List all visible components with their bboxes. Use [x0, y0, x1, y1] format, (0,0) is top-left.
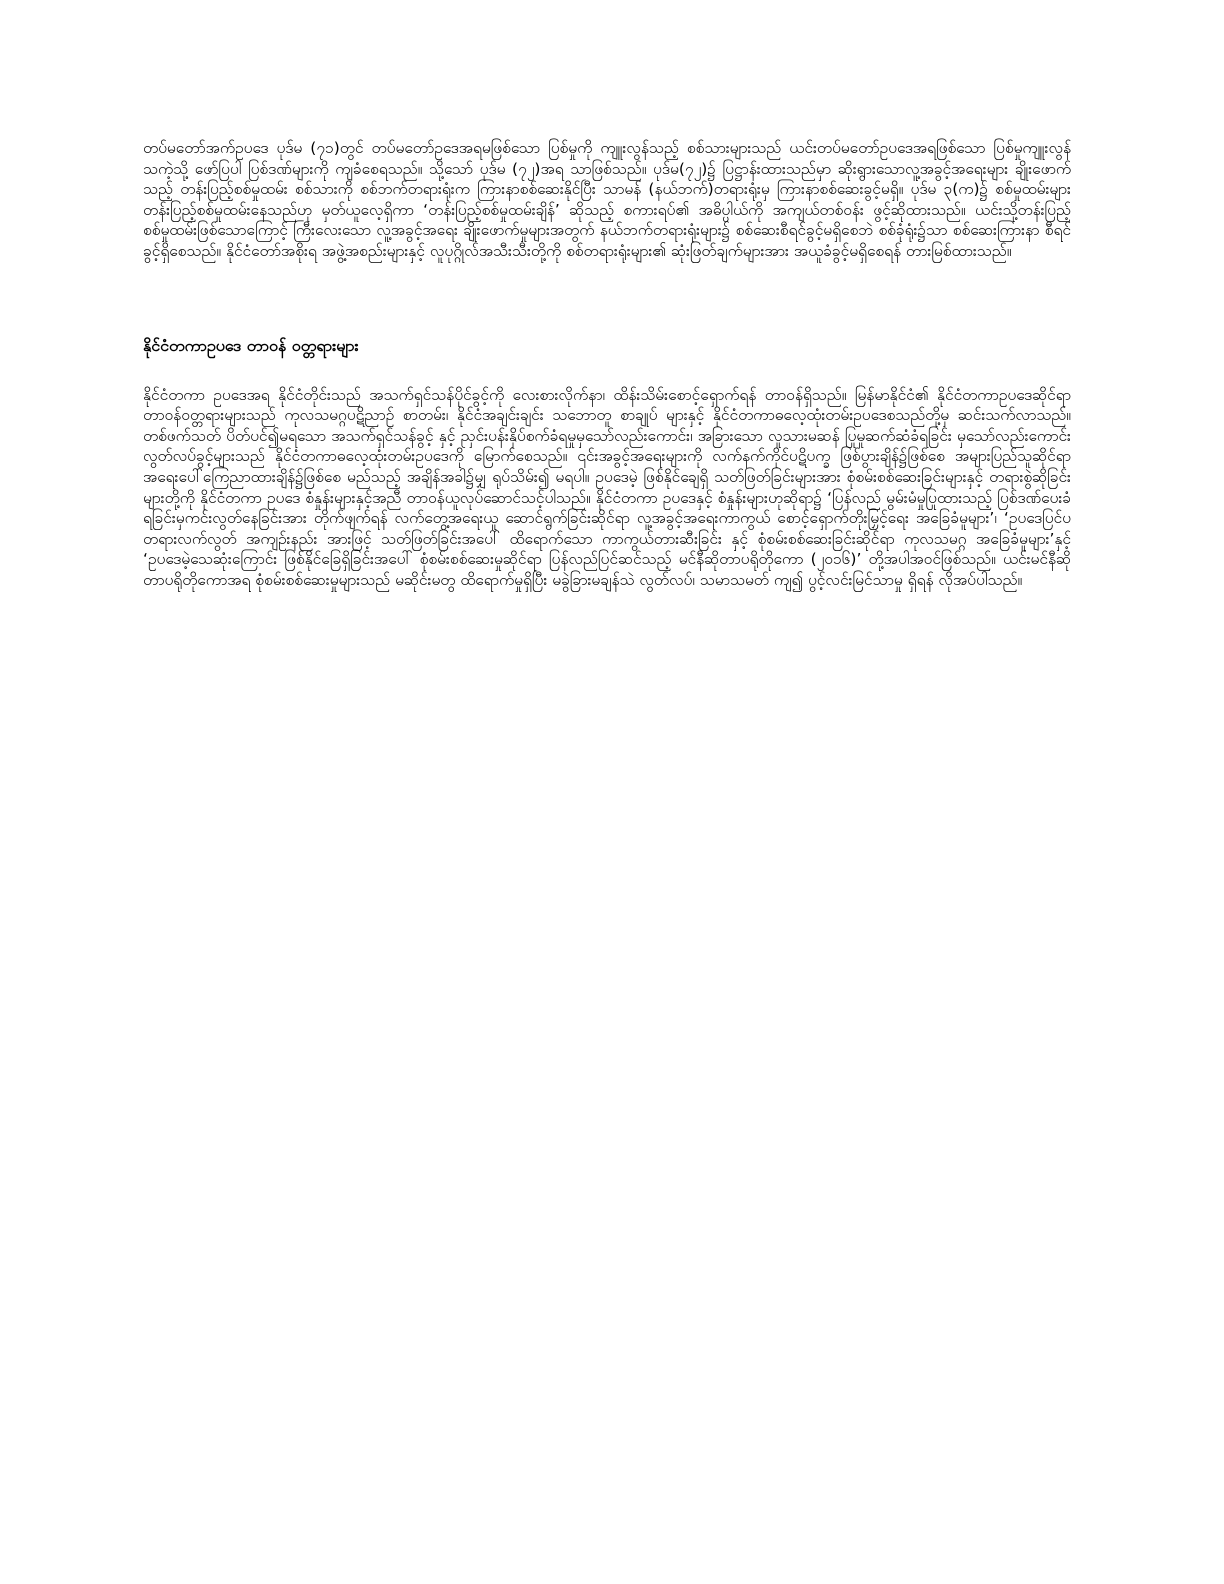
- section-heading-international-law: နိုင်ငံတကာဥပဒေ တာဝန် ဝတ္တရားများ: [143, 335, 359, 355]
- paragraph-military-law: တပ်မတော်အက်ဥပဒေ ပုဒ်မ (၇၁)တွင် တပ်မတော်ဥဒေအရမဖြစ်သော ပြစ်မှုကို ကျူးလွန်သည့် စစ်သားများသည် ယင်းတပ်မတော်ဥပဒေအရဖြစ်သော ပြစ်မှုကျူးလွန်သကဲ့သို့ ဖော်ပြပါ ပြစ်ဒဏ်များကို ကျခံစေရသည်။ သို့သော် ပုဒ်မ (၇၂)အရ သာဖြစ်သည်။ ပုဒ်မ(၇၂)၌ ပြဋ္ဌာန်းထားသည်မှာ ဆိုးရွားသောလူ့အခွင့်အရေးများ ချိုးဖောက်သည့် တန်းပြည့်စစ်မှုထမ်း စစ်သားကို စစ်ဘက်တရားရုံးက ကြားနာစစ်ဆေးနိုင်ပြီး သာမန် (နယ်ဘက်)တရားရုံးမှ ကြားနာစစ်ဆေးခွင့်မရှိ။ ပုဒ်မ ၃(က)၌ စစ်မှုထမ်းများ တန်းပြည့်စစ်မှုထမ်းနေသည်ဟု မှတ်ယူလေ့ရှိကာ ‘တန်းပြည့်စစ်မှုထမ်းချိန်’ ဆိုသည့် စကားရပ်၏ အဓိပ္ပါယ်ကို အကျယ်တစ်ဝန်း ဖွင့်ဆိုထားသည်။ ယင်းသို့တန်းပြည့်စစ်မှုထမ်းဖြစ်သောကြောင့် ကြီးလေးသော လူ့အခွင့်အရေး ချိုးဖောက်မှုများအတွက် နယ်ဘက်တရားရုံးများ၌ စစ်ဆေးစီရင်ခွင့်မရှိစေဘဲ စစ်ခုံရုံး၌သာ စစ်ဆေးကြားနာ စီရင်ခွင့်ရှိစေသည်။ နိုင်ငံတော်အစိုးရ အဖွဲ့အစည်းများနှင့် လူပုဂ္ဂိုလ်အသီးသီးတို့ကို စစ်တရားရုံးများ၏ ဆုံးဖြတ်ချက်များအား အယူခံခွင့်မရှိစေရန် တားမြစ်ထားသည်။: [143, 139, 1071, 260]
- document-body: [143, 138, 1071, 591]
- paragraph-international-obligations: နိုင်ငံတကာ ဥပဒေအရ နိုင်ငံတိုင်းသည် အသက်ရှင်သန်ပိုင်ခွင့်ကို လေးစားလိုက်နာ၊ ထိန်းသိမ်းစောင့်ရှောက်ရန် တာဝန်ရှိသည်။ မြန်မာနိုင်ငံ၏ နိုင်ငံတကာဥပဒေဆိုင်ရာ တာဝန်ဝတ္တရားများသည် ကုလသမဂ္ဂပဋိညာဉ် စာတမ်း၊ နိုင်ငံအချင်းချင်း သဘောတူ စာချုပ် များနှင့် နိုင်ငံတကာဓလေ့ထုံးတမ်းဥပဒေစသည်တို့မှ ဆင်းသက်လာသည်။ တစ်ဖက်သတ် ပိတ်ပင်၍မရသော အသက်ရှင်သန်ခွင့် နှင့် ညှင်းပန်းနှိပ်စက်ခံရမှုမှသော်လည်းကောင်း၊ အခြားသော လူသားမဆန် ပြုမူဆက်ဆံခံရခြင်း မှသော်လည်းကောင်း လွတ်လပ်ခွင့်များသည် နိုင်ငံတကာဓလေ့ထုံးတမ်းဥပဒေကို မြောက်စေသည်။ ၎င်းအခွင့်အရေးများကို လက်နက်ကိုင်ပဋိပက္ခ ဖြစ်ပွားချိန်၌ဖြစ်စေ အများပြည်သူဆိုင်ရာ အရေးပေါ်ကြေညာထားချိန်၌ဖြစ်စေ မည်သည့် အချိန်အခါ၌မျှ ရုပ်သိမ်း၍ မရပါ။ ဥပဒေမဲ့ ဖြစ်နိုင်ချေရှိ သတ်ဖြတ်ခြင်းများအား စုံစမ်းစစ်ဆေးခြင်းများနှင့် တရားစွဲဆိုခြင်းများတို့ကို နိုင်ငံတကာ ဥပဒေ စံနှုန်းများနှင့်အညီ တာဝန်ယူလုပ်ဆောင်သင့်ပါသည်။ နိုင်ငံတကာ ဥပဒေနှင့် စံနှုန်းများဟုဆိုရာ၌ ‘ပြန်လည် မွမ်းမံမှုပြုထားသည့် ပြစ်ဒဏ်ပေးခံရခြင်းမှကင်းလွတ်နေခြင်းအား တိုက်ဖျက်ရန် လက်တွေ့အရေးယူ ဆောင်ရွက်ခြင်းဆိုင်ရာ လူ့အခွင့်အရေးကာကွယ် စောင့်ရှောက်တိုးမြှင့်ရေး အခြေခံမူများ’၊ ‘ဥပဒေပြင်ပ တရားလက်လွတ် အကျဉ်းနည်း အားဖြင့် သတ်ဖြတ်ခြင်းအပေါ် ထိရောက်သော ကာကွယ်တားဆီးခြင်း နှင့် စုံစမ်းစစ်ဆေးခြင်းဆိုင်ရာ ကုလသမဂ္ဂ အခြေခံမူများ’နှင့် ‘ဥပဒေမဲ့သေဆုံးကြောင်း ဖြစ်နိုင်ခြေရှိခြင်းအပေါ် စုံစမ်းစစ်ဆေးမှုဆိုင်ရာ ပြန်လည်ပြင်ဆင်သည့် မင်နီဆိုတာပရိုတိုကော (၂၀၁၆)’ တို့အပါအဝင်ဖြစ်သည်။ ယင်းမင်နီဆိုတာပရိုတိုကောအရ စုံစမ်းစစ်ဆေးမှုများသည် မဆိုင်းမတွ ထိရောက်မှုရှိပြီး မခွဲခြားမချန်သဲ လွတ်လပ်၊ သမာသမတ် ကျ၍ ပွင့်လင်းမြင်သာမှု ရှိရန် လိုအပ်ပါသည်။: [143, 385, 1071, 589]
